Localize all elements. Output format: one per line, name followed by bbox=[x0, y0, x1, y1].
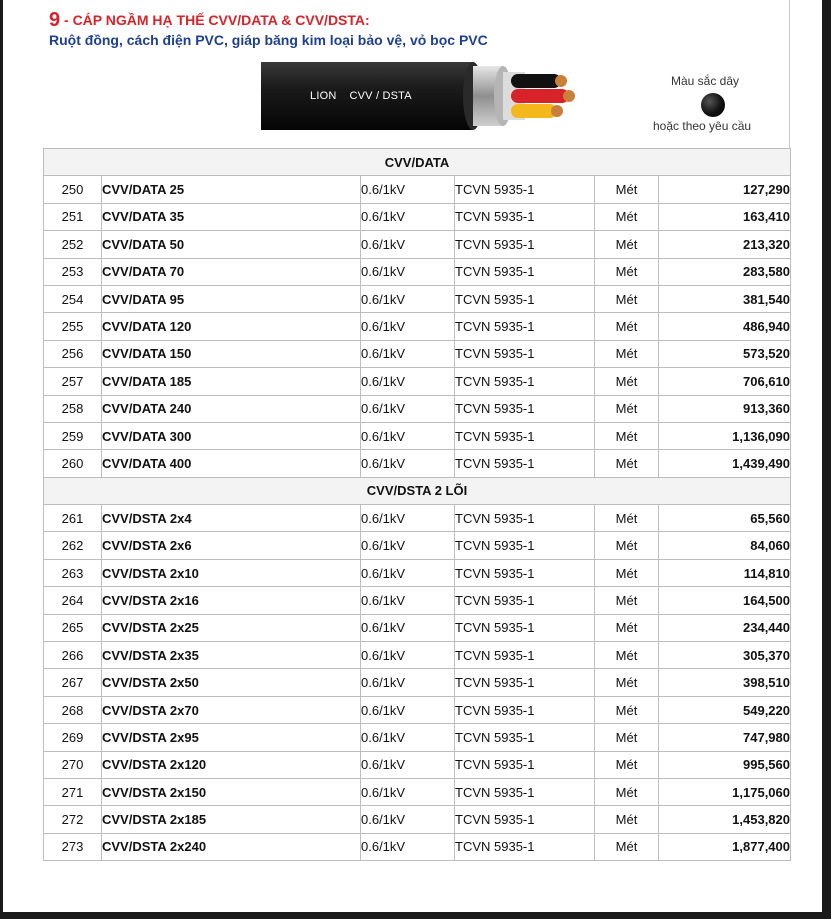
standard: TCVN 5935-1 bbox=[455, 258, 595, 285]
unit: Mét bbox=[595, 751, 659, 778]
unit: Mét bbox=[595, 696, 659, 723]
catalog-page bbox=[3, 0, 822, 912]
row-number: 251 bbox=[44, 203, 102, 230]
section-title: CVV/DATA bbox=[44, 149, 791, 176]
row-number: 255 bbox=[44, 313, 102, 340]
black-color-swatch-icon bbox=[701, 93, 725, 117]
product-name: CVV/DATA 400 bbox=[102, 450, 361, 477]
row-number: 262 bbox=[44, 532, 102, 559]
table-row bbox=[44, 724, 791, 751]
product-name: CVV/DATA 70 bbox=[102, 258, 361, 285]
row-number: 264 bbox=[44, 587, 102, 614]
standard: TCVN 5935-1 bbox=[455, 450, 595, 477]
row-number: 259 bbox=[44, 422, 102, 449]
standard: TCVN 5935-1 bbox=[455, 422, 595, 449]
row-number: 250 bbox=[44, 176, 102, 203]
cable-image bbox=[261, 60, 581, 132]
table-row bbox=[44, 285, 791, 312]
table-row bbox=[44, 614, 791, 641]
unit: Mét bbox=[595, 395, 659, 422]
standard: TCVN 5935-1 bbox=[455, 285, 595, 312]
row-number: 252 bbox=[44, 231, 102, 258]
row-number: 273 bbox=[44, 833, 102, 860]
standard: TCVN 5935-1 bbox=[455, 587, 595, 614]
unit: Mét bbox=[595, 724, 659, 751]
voltage-rating: 0.6/1kV bbox=[361, 176, 455, 203]
unit: Mét bbox=[595, 422, 659, 449]
unit-price: 84,060 bbox=[659, 532, 791, 559]
unit-price: 995,560 bbox=[659, 751, 791, 778]
standard: TCVN 5935-1 bbox=[455, 368, 595, 395]
voltage-rating: 0.6/1kV bbox=[361, 203, 455, 230]
table-row bbox=[44, 642, 791, 669]
product-name: CVV/DATA 300 bbox=[102, 422, 361, 449]
unit-price: 381,540 bbox=[659, 285, 791, 312]
voltage-rating: 0.6/1kV bbox=[361, 395, 455, 422]
table-row bbox=[44, 669, 791, 696]
unit: Mét bbox=[595, 505, 659, 532]
section-header-row bbox=[44, 149, 791, 176]
product-name: CVV/DATA 150 bbox=[102, 340, 361, 367]
unit: Mét bbox=[595, 642, 659, 669]
unit-price: 1,439,490 bbox=[659, 450, 791, 477]
row-number: 257 bbox=[44, 368, 102, 395]
row-number: 271 bbox=[44, 778, 102, 805]
unit: Mét bbox=[595, 532, 659, 559]
product-number: 9 bbox=[49, 9, 61, 31]
standard: TCVN 5935-1 bbox=[455, 669, 595, 696]
product-name: CVV/DSTA 2x120 bbox=[102, 751, 361, 778]
table-row bbox=[44, 395, 791, 422]
unit: Mét bbox=[595, 203, 659, 230]
voltage-rating: 0.6/1kV bbox=[361, 806, 455, 833]
unit-price: 1,453,820 bbox=[659, 806, 791, 833]
section-title: CVV/DSTA 2 LÕI bbox=[44, 477, 791, 504]
unit-price: 486,940 bbox=[659, 313, 791, 340]
row-number: 260 bbox=[44, 450, 102, 477]
unit: Mét bbox=[595, 669, 659, 696]
unit-price: 747,980 bbox=[659, 724, 791, 751]
unit-price: 234,440 bbox=[659, 614, 791, 641]
section-header-row bbox=[44, 477, 791, 504]
product-subtitle: Ruột đồng, cách điện PVC, giáp băng kim loại bảo vệ, vỏ bọc PVC bbox=[49, 32, 488, 48]
row-number: 269 bbox=[44, 724, 102, 751]
standard: TCVN 5935-1 bbox=[455, 395, 595, 422]
voltage-rating: 0.6/1kV bbox=[361, 422, 455, 449]
row-number: 261 bbox=[44, 505, 102, 532]
standard: TCVN 5935-1 bbox=[455, 559, 595, 586]
unit-price: 1,175,060 bbox=[659, 778, 791, 805]
standard: TCVN 5935-1 bbox=[455, 642, 595, 669]
table-row bbox=[44, 176, 791, 203]
product-title bbox=[49, 9, 370, 32]
unit: Mét bbox=[595, 778, 659, 805]
row-number: 266 bbox=[44, 642, 102, 669]
row-number: 268 bbox=[44, 696, 102, 723]
unit-price: 114,810 bbox=[659, 559, 791, 586]
unit-price: 163,410 bbox=[659, 203, 791, 230]
table-row bbox=[44, 368, 791, 395]
voltage-rating: 0.6/1kV bbox=[361, 696, 455, 723]
table-row bbox=[44, 258, 791, 285]
row-number: 267 bbox=[44, 669, 102, 696]
product-name: CVV/DATA 120 bbox=[102, 313, 361, 340]
unit-price: 706,610 bbox=[659, 368, 791, 395]
row-number: 253 bbox=[44, 258, 102, 285]
standard: TCVN 5935-1 bbox=[455, 751, 595, 778]
unit: Mét bbox=[595, 450, 659, 477]
product-name: CVV/DATA 50 bbox=[102, 231, 361, 258]
standard: TCVN 5935-1 bbox=[455, 176, 595, 203]
unit-price: 283,580 bbox=[659, 258, 791, 285]
voltage-rating: 0.6/1kV bbox=[361, 614, 455, 641]
product-name: CVV/DSTA 2x95 bbox=[102, 724, 361, 751]
standard: TCVN 5935-1 bbox=[455, 532, 595, 559]
voltage-rating: 0.6/1kV bbox=[361, 231, 455, 258]
unit: Mét bbox=[595, 231, 659, 258]
product-name: CVV/DSTA 2x185 bbox=[102, 806, 361, 833]
voltage-rating: 0.6/1kV bbox=[361, 368, 455, 395]
unit-price: 164,500 bbox=[659, 587, 791, 614]
row-number: 263 bbox=[44, 559, 102, 586]
voltage-rating: 0.6/1kV bbox=[361, 587, 455, 614]
row-number: 258 bbox=[44, 395, 102, 422]
unit-price: 65,560 bbox=[659, 505, 791, 532]
table-row bbox=[44, 532, 791, 559]
unit-price: 127,290 bbox=[659, 176, 791, 203]
table-row bbox=[44, 751, 791, 778]
color-note-request: hoặc theo yêu cầu bbox=[653, 119, 752, 133]
table-row bbox=[44, 505, 791, 532]
unit-price: 398,510 bbox=[659, 669, 791, 696]
standard: TCVN 5935-1 bbox=[455, 696, 595, 723]
product-name: CVV/DATA 185 bbox=[102, 368, 361, 395]
table-row bbox=[44, 231, 791, 258]
table-row bbox=[44, 450, 791, 477]
unit: Mét bbox=[595, 559, 659, 586]
price-table bbox=[43, 148, 791, 861]
product-name: CVV/DSTA 2x4 bbox=[102, 505, 361, 532]
voltage-rating: 0.6/1kV bbox=[361, 751, 455, 778]
table-row bbox=[44, 203, 791, 230]
standard: TCVN 5935-1 bbox=[455, 505, 595, 532]
product-name: CVV/DATA 240 bbox=[102, 395, 361, 422]
unit-price: 913,360 bbox=[659, 395, 791, 422]
row-number: 265 bbox=[44, 614, 102, 641]
table-row bbox=[44, 340, 791, 367]
product-name: CVV/DSTA 2x70 bbox=[102, 696, 361, 723]
unit-price: 549,220 bbox=[659, 696, 791, 723]
unit: Mét bbox=[595, 176, 659, 203]
cable-print-label: LION CVV / DSTA bbox=[310, 90, 412, 102]
standard: TCVN 5935-1 bbox=[455, 833, 595, 860]
product-name: CVV/DSTA 2x6 bbox=[102, 532, 361, 559]
row-number: 270 bbox=[44, 751, 102, 778]
unit: Mét bbox=[595, 340, 659, 367]
voltage-rating: 0.6/1kV bbox=[361, 669, 455, 696]
product-name: CVV/DSTA 2x25 bbox=[102, 614, 361, 641]
product-name: CVV/DSTA 2x16 bbox=[102, 587, 361, 614]
product-header bbox=[3, 0, 790, 148]
unit-price: 305,370 bbox=[659, 642, 791, 669]
unit: Mét bbox=[595, 258, 659, 285]
unit: Mét bbox=[595, 587, 659, 614]
unit: Mét bbox=[595, 833, 659, 860]
table-row bbox=[44, 422, 791, 449]
unit-price: 1,136,090 bbox=[659, 422, 791, 449]
product-name: CVV/DATA 25 bbox=[102, 176, 361, 203]
table-row bbox=[44, 806, 791, 833]
color-note-label: Màu sắc dây bbox=[671, 74, 740, 88]
unit: Mét bbox=[595, 285, 659, 312]
standard: TCVN 5935-1 bbox=[455, 806, 595, 833]
product-name: CVV/DSTA 2x240 bbox=[102, 833, 361, 860]
unit: Mét bbox=[595, 806, 659, 833]
unit-price: 573,520 bbox=[659, 340, 791, 367]
voltage-rating: 0.6/1kV bbox=[361, 258, 455, 285]
product-name: CVV/DSTA 2x35 bbox=[102, 642, 361, 669]
unit: Mét bbox=[595, 614, 659, 641]
standard: TCVN 5935-1 bbox=[455, 313, 595, 340]
standard: TCVN 5935-1 bbox=[455, 724, 595, 751]
unit-price: 1,877,400 bbox=[659, 833, 791, 860]
table-row bbox=[44, 559, 791, 586]
row-number: 254 bbox=[44, 285, 102, 312]
table-row bbox=[44, 833, 791, 860]
voltage-rating: 0.6/1kV bbox=[361, 833, 455, 860]
voltage-rating: 0.6/1kV bbox=[361, 778, 455, 805]
standard: TCVN 5935-1 bbox=[455, 778, 595, 805]
product-name: CVV/DSTA 2x10 bbox=[102, 559, 361, 586]
voltage-rating: 0.6/1kV bbox=[361, 532, 455, 559]
standard: TCVN 5935-1 bbox=[455, 203, 595, 230]
standard: TCVN 5935-1 bbox=[455, 231, 595, 258]
voltage-rating: 0.6/1kV bbox=[361, 559, 455, 586]
unit: Mét bbox=[595, 313, 659, 340]
product-name: CVV/DSTA 2x150 bbox=[102, 778, 361, 805]
table-row bbox=[44, 778, 791, 805]
voltage-rating: 0.6/1kV bbox=[361, 724, 455, 751]
table-row bbox=[44, 696, 791, 723]
standard: TCVN 5935-1 bbox=[455, 614, 595, 641]
product-name: CVV/DSTA 2x50 bbox=[102, 669, 361, 696]
unit: Mét bbox=[595, 368, 659, 395]
row-number: 272 bbox=[44, 806, 102, 833]
voltage-rating: 0.6/1kV bbox=[361, 450, 455, 477]
product-name: CVV/DATA 35 bbox=[102, 203, 361, 230]
standard: TCVN 5935-1 bbox=[455, 340, 595, 367]
voltage-rating: 0.6/1kV bbox=[361, 313, 455, 340]
unit-price: 213,320 bbox=[659, 231, 791, 258]
voltage-rating: 0.6/1kV bbox=[361, 340, 455, 367]
voltage-rating: 0.6/1kV bbox=[361, 285, 455, 312]
product-title-text: - CÁP NGẦM HẠ THẾ CVV/DATA & CVV/DSTA: bbox=[60, 12, 370, 28]
row-number: 256 bbox=[44, 340, 102, 367]
table-row bbox=[44, 313, 791, 340]
product-name: CVV/DATA 95 bbox=[102, 285, 361, 312]
voltage-rating: 0.6/1kV bbox=[361, 642, 455, 669]
voltage-rating: 0.6/1kV bbox=[361, 505, 455, 532]
table-row bbox=[44, 587, 791, 614]
